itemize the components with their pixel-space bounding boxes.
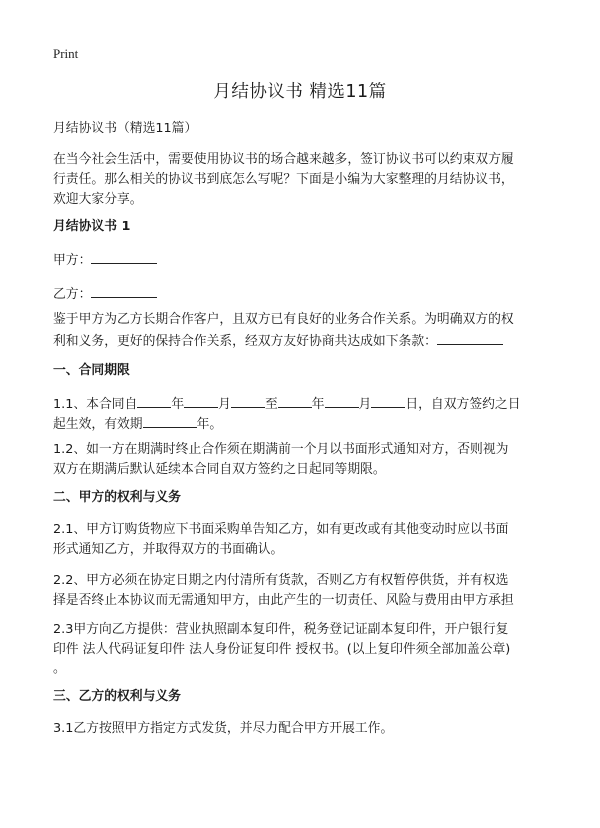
- clause-3-1: 3.1乙方按照甲方指定方式发货，并尽力配合甲方开展工作。: [53, 721, 394, 736]
- clause-1-1-prefix: 1.1、本合同自: [53, 397, 138, 412]
- party-a-blank: [91, 249, 157, 264]
- heading-party-a-rights: 二、甲方的权利与义务: [53, 490, 181, 505]
- blank-valid-years: [143, 413, 197, 428]
- subtitle: 月结协议书（精选11篇）: [53, 121, 198, 136]
- heading-party-b-rights: 三、乙方的权利与义务: [53, 689, 181, 704]
- years-suffix: 年。: [196, 417, 223, 432]
- print-label[interactable]: Print: [53, 46, 79, 61]
- blank-start-day: [231, 393, 265, 408]
- clause-1-1-line-1: [53, 393, 553, 415]
- blank-end-month: [325, 393, 359, 408]
- blank-start-month: [184, 393, 218, 408]
- intro-line-1: 在当今社会生活中，需要使用协议书的场合越来越多，签订协议书可以约束双方履: [53, 152, 514, 167]
- clause-2-2-line-1: 2.2、甲方必须在协定日期之内付清所有货款，否则乙方有权暂停供货，并有权选: [53, 573, 509, 588]
- clause-1-2-line-2: 双方在期满后默认延续本合同自双方签约之日起同等期限。: [53, 462, 386, 477]
- month-label-1: 月: [218, 397, 231, 412]
- party-b-blank: [91, 283, 157, 298]
- party-a-row: [53, 249, 553, 271]
- day-end-label: 日，自双方签约之日: [405, 397, 521, 412]
- intro-line-3: 欢迎大家分享。: [53, 192, 143, 207]
- preamble-text: 利和义务，更好的保持合作关系，经双方友好协商共达成如下条款：: [53, 334, 437, 349]
- preamble-blank: [437, 330, 503, 345]
- clause-2-3-line-2: 印件 法人代码证复印件 法人身份证复印件 授权书。(以上复印件须全部加盖公章): [53, 642, 511, 657]
- preamble-line-1: 鉴于甲方为乙方长期合作客户，且双方已有良好的业务合作关系。为明确双方的权: [53, 312, 514, 327]
- valid-period-label: 起生效，有效期: [53, 417, 143, 432]
- month-label-2: 月: [358, 397, 372, 412]
- blank-end-day: [371, 393, 405, 408]
- party-a-label: 甲方：: [53, 253, 92, 268]
- year-label-1: 年: [171, 397, 185, 412]
- clause-1-2-line-1: 1.2、如一方在期满时终止合作须在期满前一个月以书面形式通知对方，否则视为: [53, 442, 509, 457]
- clause-1-1-line-2: [53, 413, 553, 435]
- page-title: 月结协议书 精选11篇: [213, 82, 387, 102]
- party-b-row: [53, 283, 553, 305]
- clause-2-1-line-2: 形式通知乙方，并取得双方的书面确认。: [53, 542, 284, 557]
- party-b-label: 乙方：: [53, 287, 92, 302]
- year-label-2: 年: [311, 397, 325, 412]
- preamble-line-2: [53, 330, 553, 352]
- to-label: 至: [264, 397, 278, 412]
- section-title: 月结协议书 1: [53, 219, 131, 234]
- heading-term: 一、合同期限: [53, 363, 130, 378]
- clause-2-3-line-1: 2.3甲方向乙方提供：营业执照副本复印件，税务登记证副本复印件，开户银行复: [53, 622, 509, 637]
- intro-line-2: 行责任。那么相关的协议书到底怎么写呢？下面是小编为大家整理的月结协议书，: [53, 172, 514, 187]
- clause-2-1-line-1: 2.1、甲方订购货物应下书面采购单告知乙方，如有更改或有其他变动时应以书面: [53, 522, 509, 537]
- clause-2-2-line-2: 择是否终止本协议而无需通知甲方，由此产生的一切责任、风险与费用由甲方承担: [53, 593, 514, 608]
- blank-end-year: [278, 393, 312, 408]
- blank-start-year: [137, 393, 171, 408]
- clause-2-3-line-3: 。: [53, 661, 66, 676]
